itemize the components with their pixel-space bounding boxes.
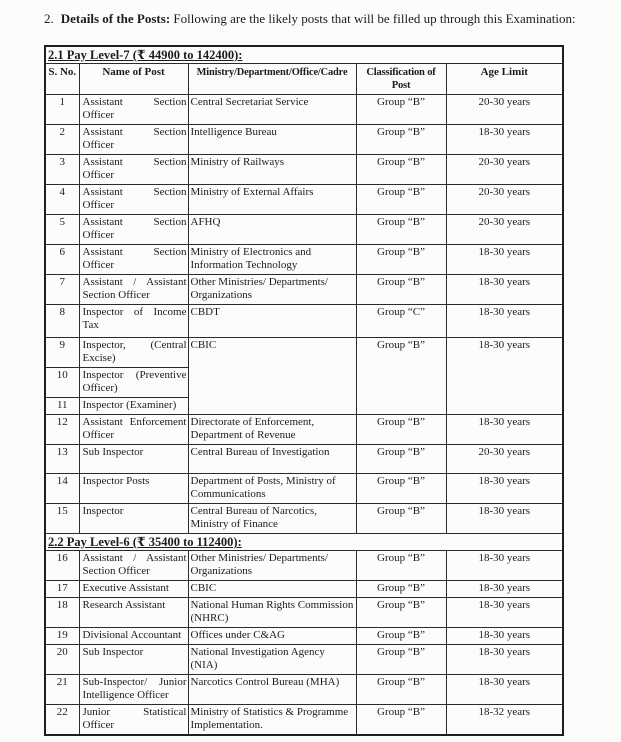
cell-classification: Group “B” [356, 155, 446, 185]
cell-age-limit: 20-30 years [446, 95, 563, 125]
cell-age-limit: 18-30 years [446, 675, 563, 705]
intro-number: 2. [44, 11, 54, 26]
table-row [45, 185, 563, 215]
cell-age-limit: 18-30 years [446, 415, 563, 445]
cell-sno: 6 [45, 245, 79, 275]
cell-classification: Group “B” [356, 581, 446, 598]
cell-ministry: Narcotics Control Bureau (MHA) [188, 675, 356, 705]
cell-classification: Group “B” [356, 415, 446, 445]
cell-classification: Group “B” [356, 338, 446, 415]
table-row [45, 504, 563, 534]
cell-ministry: Department of Posts, Ministry of Communications [188, 474, 356, 504]
cell-sno: 11 [45, 398, 79, 415]
table-row [45, 598, 563, 628]
cell-age-limit: 18-30 years [446, 504, 563, 534]
cell-ministry: Other Ministries/ Departments/ Organizations [188, 275, 356, 305]
table-row [45, 415, 563, 445]
cell-sno: 10 [45, 368, 79, 398]
cell-age-limit: 18-30 years [446, 581, 563, 598]
posts-table [44, 45, 564, 736]
cell-classification: Group “B” [356, 675, 446, 705]
cell-post-name: Divisional Accountant [79, 628, 188, 645]
cell-sno: 13 [45, 445, 79, 474]
cell-sno: 1 [45, 95, 79, 125]
cell-ministry: National Investigation Agency (NIA) [188, 645, 356, 675]
cell-age-limit: 20-30 years [446, 185, 563, 215]
cell-post-name: Assistant / Assistant Section Officer [79, 275, 188, 305]
cell-post-name: Assistant Enforcement Officer [79, 415, 188, 445]
cell-classification: Group “B” [356, 645, 446, 675]
cell-post-name: Research Assistant [79, 598, 188, 628]
cell-ministry: CBIC [188, 581, 356, 598]
cell-age-limit: 18-32 years [446, 705, 563, 736]
cell-post-name: Inspector [79, 504, 188, 534]
cell-age-limit: 18-30 years [446, 125, 563, 155]
cell-sno: 5 [45, 215, 79, 245]
cell-ministry: Offices under C&AG [188, 628, 356, 645]
table-row [45, 305, 563, 338]
cell-sno: 2 [45, 125, 79, 155]
cell-age-limit: 18-30 years [446, 628, 563, 645]
cell-sno: 4 [45, 185, 79, 215]
cell-post-name: Inspector (Examiner) [79, 398, 188, 415]
cell-sno: 12 [45, 415, 79, 445]
table-row [45, 675, 563, 705]
cell-post-name: Assistant Section Officer [79, 245, 188, 275]
section-row-pay-level-7 [45, 46, 563, 64]
cell-classification: Group “B” [356, 474, 446, 504]
section-title-pay-level-6: 2.2 Pay Level-6 (₹ 35400 to 112400): [45, 534, 563, 551]
table-row [45, 645, 563, 675]
cell-sno: 22 [45, 705, 79, 736]
table-row [45, 155, 563, 185]
cell-classification: Group “B” [356, 551, 446, 581]
cell-post-name: Inspector, (Central Excise) [79, 338, 188, 368]
cell-classification: Group “B” [356, 705, 446, 736]
cell-age-limit: 20-30 years [446, 155, 563, 185]
cell-age-limit: 18-30 years [446, 275, 563, 305]
cell-age-limit: 18-30 years [446, 598, 563, 628]
cell-post-name: Executive Assistant [79, 581, 188, 598]
cell-ministry: Central Secretariat Service [188, 95, 356, 125]
cell-ministry: Central Bureau of Investigation [188, 445, 356, 474]
cell-ministry: Directorate of Enforcement, Department of Revenue [188, 415, 356, 445]
cell-classification: Group “B” [356, 598, 446, 628]
cell-sno: 17 [45, 581, 79, 598]
cell-ministry: National Human Rights Commission (NHRC) [188, 598, 356, 628]
cell-post-name: Inspector (Preventive Officer) [79, 368, 188, 398]
cell-age-limit: 18-30 years [446, 645, 563, 675]
cell-sno: 3 [45, 155, 79, 185]
cell-ministry: Ministry of Statistics & Programme Implementation. [188, 705, 356, 736]
table-row [45, 581, 563, 598]
cell-classification: Group “B” [356, 125, 446, 155]
cell-post-name: Assistant / Assistant Section Officer [79, 551, 188, 581]
table-row [45, 705, 563, 736]
cell-post-name: Inspector of Income Tax [79, 305, 188, 338]
table-row [45, 551, 563, 581]
cell-age-limit: 20-30 years [446, 445, 563, 474]
cell-classification: Group “B” [356, 628, 446, 645]
cell-age-limit: 18-30 years [446, 474, 563, 504]
cell-post-name: Sub Inspector [79, 645, 188, 675]
cell-sno: 18 [45, 598, 79, 628]
col-header-age-limit: Age Limit [446, 64, 563, 95]
cell-classification: Group “B” [356, 95, 446, 125]
section-title-pay-level-7: 2.1 Pay Level-7 (₹ 44900 to 142400): [45, 46, 563, 64]
table-row [45, 338, 563, 368]
cell-post-name: Sub Inspector [79, 445, 188, 474]
cell-ministry: CBIC [188, 338, 356, 415]
cell-sno: 16 [45, 551, 79, 581]
table-row [45, 245, 563, 275]
cell-classification: Group “C” [356, 305, 446, 338]
table-row [45, 628, 563, 645]
header-row [45, 64, 563, 95]
cell-post-name: Sub-Inspector/ Junior Intelligence Officer [79, 675, 188, 705]
col-header-ministry: Ministry/Department/Office/Cadre [188, 64, 356, 95]
cell-age-limit: 20-30 years [446, 215, 563, 245]
cell-classification: Group “B” [356, 504, 446, 534]
cell-ministry: CBDT [188, 305, 356, 338]
cell-ministry: Ministry of Railways [188, 155, 356, 185]
section-row-pay-level-6 [45, 534, 563, 551]
cell-classification: Group “B” [356, 245, 446, 275]
col-header-sno: S. No. [45, 64, 79, 95]
table-row [45, 445, 563, 474]
cell-age-limit: 18-30 years [446, 305, 563, 338]
intro-text: Following are the likely posts that will be filled up through this Examination: [173, 11, 576, 26]
table-row [45, 474, 563, 504]
cell-age-limit: 18-30 years [446, 551, 563, 581]
cell-post-name: Assistant Section Officer [79, 185, 188, 215]
table-row [45, 275, 563, 305]
col-header-classification: Classification of Post [356, 64, 446, 95]
cell-sno: 15 [45, 504, 79, 534]
cell-post-name: Assistant Section Officer [79, 95, 188, 125]
cell-age-limit: 18-30 years [446, 338, 563, 415]
cell-sno: 19 [45, 628, 79, 645]
cell-ministry: Ministry of External Affairs [188, 185, 356, 215]
cell-classification: Group “B” [356, 215, 446, 245]
cell-sno: 21 [45, 675, 79, 705]
cell-ministry: AFHQ [188, 215, 356, 245]
table-row [45, 215, 563, 245]
cell-sno: 20 [45, 645, 79, 675]
table-row [45, 125, 563, 155]
cell-classification: Group “B” [356, 185, 446, 215]
cell-post-name: Inspector Posts [79, 474, 188, 504]
intro-title: Details of the Posts: [60, 11, 171, 26]
cell-ministry: Intelligence Bureau [188, 125, 356, 155]
cell-ministry: Ministry of Electronics and Information Technology [188, 245, 356, 275]
intro-paragraph [0, 0, 578, 27]
cell-age-limit: 18-30 years [446, 245, 563, 275]
cell-sno: 8 [45, 305, 79, 338]
cell-sno: 7 [45, 275, 79, 305]
cell-classification: Group “B” [356, 445, 446, 474]
cell-post-name: Junior Statistical Officer [79, 705, 188, 736]
cell-classification: Group “B” [356, 275, 446, 305]
col-header-name-of-post: Name of Post [79, 64, 188, 95]
cell-post-name: Assistant Section Officer [79, 215, 188, 245]
table-row [45, 95, 563, 125]
cell-sno: 14 [45, 474, 79, 504]
cell-ministry: Central Bureau of Narcotics, Ministry of Finance [188, 504, 356, 534]
cell-sno: 9 [45, 338, 79, 368]
cell-ministry: Other Ministries/ Departments/ Organizations [188, 551, 356, 581]
cell-post-name: Assistant Section Officer [79, 155, 188, 185]
cell-post-name: Assistant Section Officer [79, 125, 188, 155]
